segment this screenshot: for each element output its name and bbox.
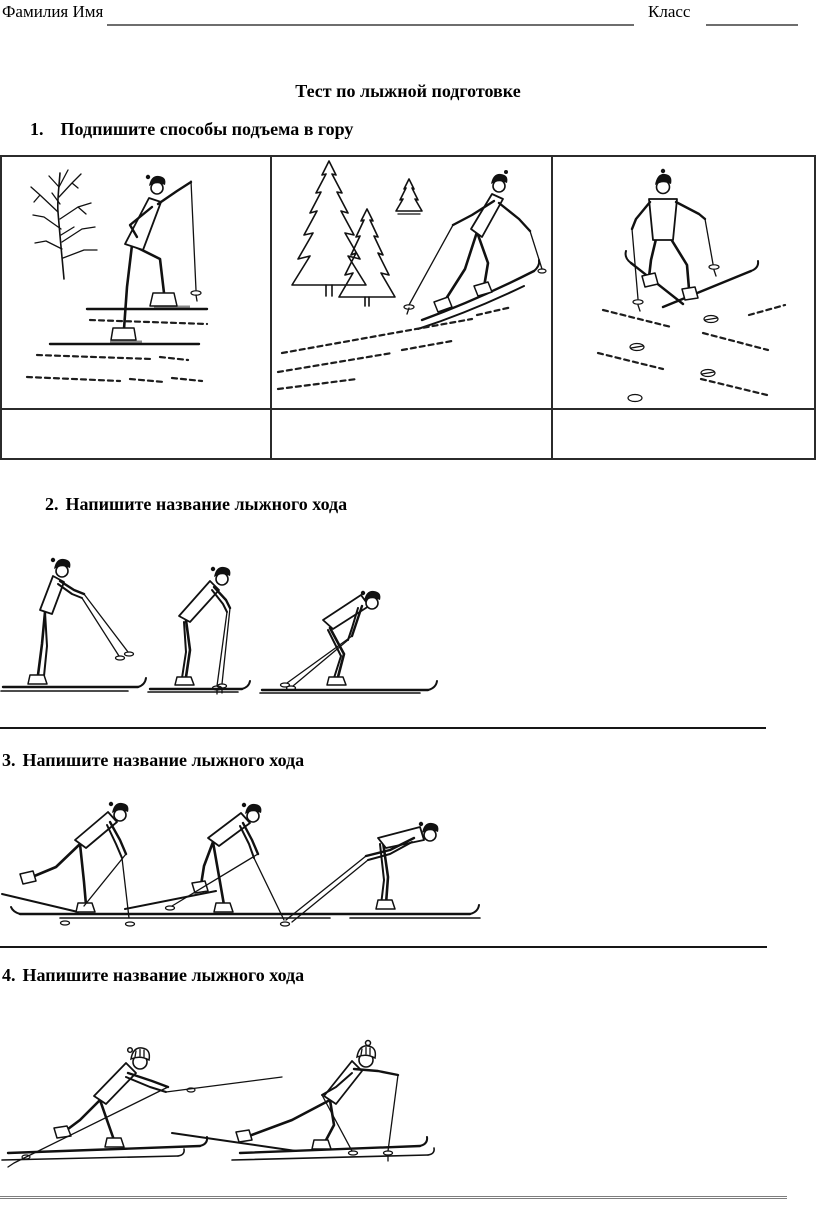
table-image-cell-3 — [552, 156, 815, 409]
one-step-phase-3 — [286, 822, 438, 922]
diagonal-stride-illustration — [0, 1005, 450, 1175]
table-answer-cell-1[interactable] — [1, 409, 271, 459]
question-1-number: 1. — [30, 119, 44, 139]
skier-climbing-diagonally — [404, 170, 546, 329]
question-4-answer-line[interactable] — [0, 1196, 787, 1199]
question-4-heading — [2, 965, 304, 986]
one-step-phase-2 — [125, 803, 284, 920]
header — [0, 0, 816, 30]
fir-trees — [292, 161, 422, 306]
surname-name-blank-line[interactable] — [107, 24, 634, 26]
skier-side-step-climb-illustration — [2, 157, 266, 403]
table-answer-cell-3[interactable] — [552, 409, 815, 459]
table-image-row — [1, 156, 815, 409]
pole-marks-and-tracks — [598, 305, 785, 402]
question-2-heading — [45, 494, 347, 515]
double-poling-phase-3 — [260, 591, 437, 693]
question-4-number: 4. — [2, 965, 16, 985]
table-answer-cell-2[interactable] — [271, 409, 552, 459]
question-3-heading — [2, 750, 304, 771]
slope-hatching — [278, 307, 512, 389]
skier-diagonal-climb-illustration — [272, 157, 547, 403]
skier-herringbone-back-view — [626, 169, 759, 311]
diagonal-stride-skier-right — [172, 1041, 434, 1162]
question-1-text: Подпишите способы подъема в гору — [60, 119, 354, 139]
question-3-text: Напишите название лыжного хода — [22, 750, 305, 770]
question-2-text: Напишите название лыжного хода — [65, 494, 348, 514]
bare-tree — [31, 170, 97, 279]
table-image-cell-1 — [1, 156, 271, 409]
question-2-number: 2. — [45, 494, 59, 514]
double-poling-phase-1 — [1, 558, 146, 691]
one-step-double-poling-sequence-illustration — [0, 782, 500, 942]
double-poling-phase-2 — [148, 567, 250, 694]
question-3-answer-line[interactable] — [0, 946, 767, 948]
class-label: Класс — [648, 2, 691, 21]
question-1-heading — [30, 119, 353, 140]
table-image-cell-2 — [271, 156, 552, 409]
table-answer-row — [1, 409, 815, 459]
surname-name-label: Фамилия Имя — [2, 2, 104, 21]
question-2-answer-line[interactable] — [0, 727, 766, 729]
diagonal-stride-skier-left — [2, 1048, 282, 1167]
climb-methods-table — [0, 155, 816, 460]
page-title: Тест по лыжной подготовке — [295, 81, 521, 101]
class-blank-line[interactable] — [706, 24, 798, 26]
one-step-phase-1 — [2, 802, 129, 918]
skier-side-stepping — [50, 175, 207, 344]
skier-herringbone-climb-illustration — [553, 157, 810, 403]
question-3-number: 3. — [2, 750, 16, 770]
question-4-text: Напишите название лыжного хода — [22, 965, 305, 985]
double-poling-sequence-illustration — [0, 524, 450, 702]
